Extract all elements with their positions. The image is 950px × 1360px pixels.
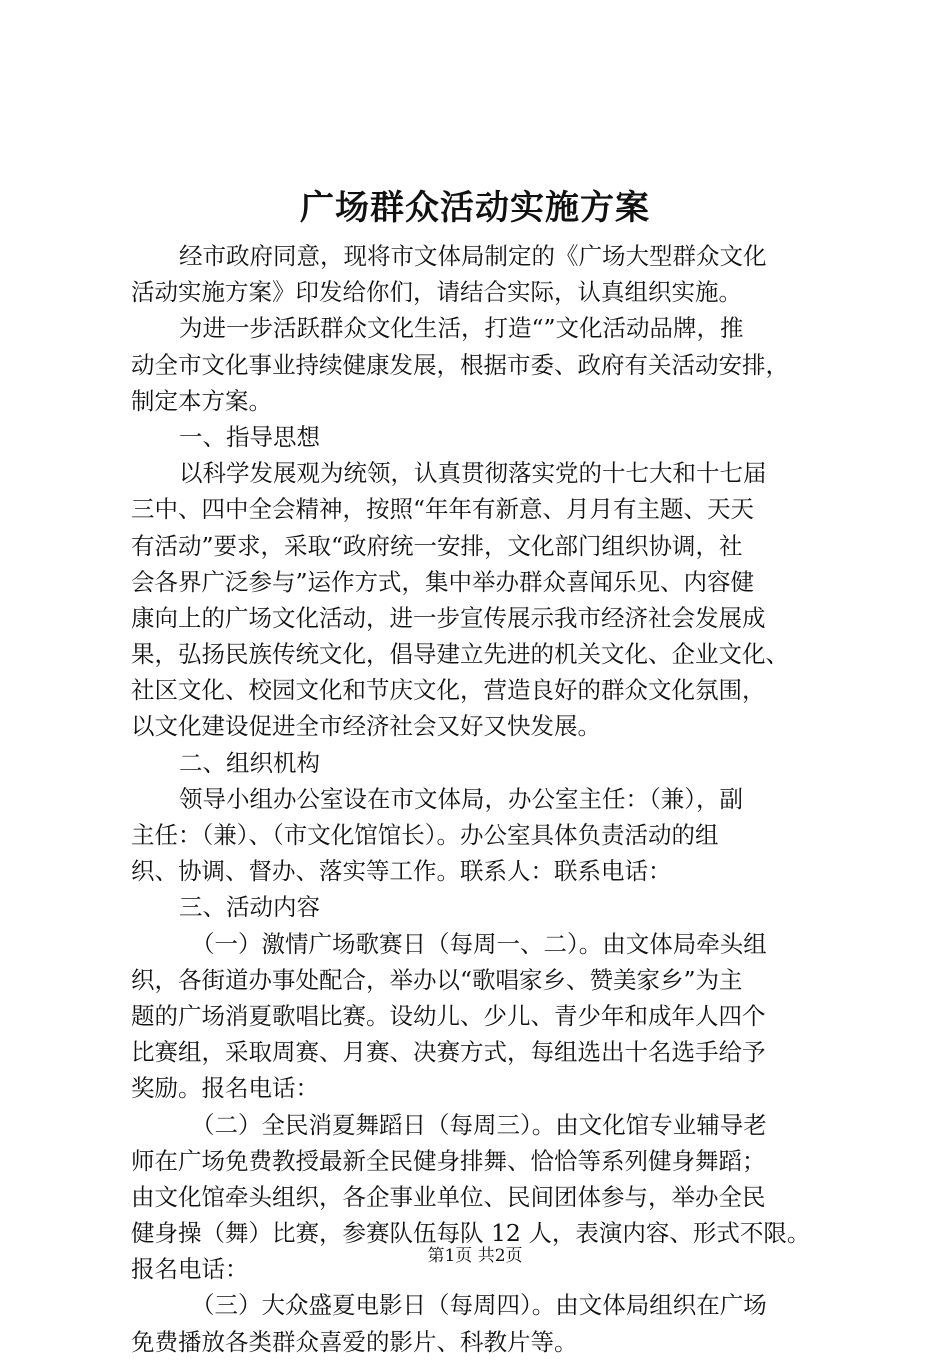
paragraph-line: 织，各街道办事处配合，举办以“歌唱家乡、赞美家乡”为主 [131, 965, 743, 994]
document-title: 广场群众活动实施方案 [300, 188, 650, 228]
paragraph-line: 有活动”要求，采取“政府统一安排，文化部门组织协调，社 [131, 531, 743, 560]
paragraph-line: 果，弘扬民族传统文化，倡导建立先进的机关文化、企业文化、 [131, 640, 789, 669]
paragraph-line: 会各界广泛参与”运作方式，集中举办群众喜闻乐见、内容健 [131, 567, 755, 596]
paragraph-line: 为进一步活跃群众文化生活，打造“”文化活动品牌，推 [179, 314, 744, 343]
paragraph-line: 报名电话： [131, 1255, 249, 1284]
paragraph-line: 活动实施方案》印发给你们，请结合实际，认真组织实施。 [131, 278, 742, 307]
section-heading: 三、活动内容 [179, 893, 320, 922]
section-heading: 一、指导思想 [179, 422, 320, 451]
paragraph-line: 奖励。报名电话： [131, 1074, 319, 1103]
paragraph-line: 题的广场消夏歌唱比赛。设幼儿、少儿、青少年和成年人四个 [131, 1001, 766, 1030]
paragraph-line: 健身操（舞）比赛，参赛队伍每队 12 人，表演内容、形式不限。 [131, 1219, 811, 1248]
paragraph-line: 主任：（兼）、（市文化馆馆长）。办公室具体负责活动的组 [131, 821, 719, 849]
paragraph-line: 领导小组办公室设在市文体局，办公室主任：（兼），副 [179, 784, 743, 813]
paragraph-line: （二）全民消夏舞蹈日（每周三）。由文化馆专业辅导老 [191, 1110, 767, 1139]
paragraph-line: 以文化建设促进全市经济社会又好又快发展。 [131, 712, 601, 741]
paragraph-line: 免费播放各类群众喜爱的影片、科教片等。 [131, 1327, 578, 1356]
paragraph-line: （三）大众盛夏电影日（每周四）。由文体局组织在广场 [191, 1291, 767, 1320]
paragraph-line: 经市政府同意，现将市文体局制定的《广场大型群众文化 [179, 242, 767, 270]
paragraph-line: 制定本方案。 [131, 386, 272, 415]
paragraph-line: 织、协调、督办、落实等工作。联系人：联系电话： [131, 857, 672, 886]
page-footer: 第1页 共2页 [427, 1246, 523, 1266]
paragraph-line: 康向上的广场文化活动，进一步宣传展示我市经济社会发展成 [131, 603, 766, 632]
document-body [131, 238, 853, 1360]
paragraph-line: 三中、四中全会精神，按照“年年有新意、月月有主题、天天 [131, 495, 755, 524]
paragraph-line: （一）激情广场歌赛日（每周一、二）。由文体局牵头组 [191, 929, 767, 958]
paragraph-line: 动全市文化事业持续健康发展，根据市委、政府有关活动安排， [131, 350, 789, 379]
paragraph-line: 社区文化、校园文化和节庆文化，营造良好的群众文化氛围， [131, 676, 766, 705]
paragraph-line: 师在广场免费教授最新全民健身排舞、恰恰等系列健身舞蹈； [131, 1146, 766, 1175]
paragraph-line: 以科学发展观为统领，认真贯彻落实党的十七大和十七届 [179, 459, 767, 488]
paragraph-line: 由文化馆牵头组织，各企事业单位、民间团体参与，举办全民 [131, 1182, 766, 1211]
section-heading: 二、组织机构 [179, 748, 320, 777]
paragraph-line: 比赛组，采取周赛、月赛、决赛方式，每组选出十名选手给予 [131, 1038, 766, 1067]
